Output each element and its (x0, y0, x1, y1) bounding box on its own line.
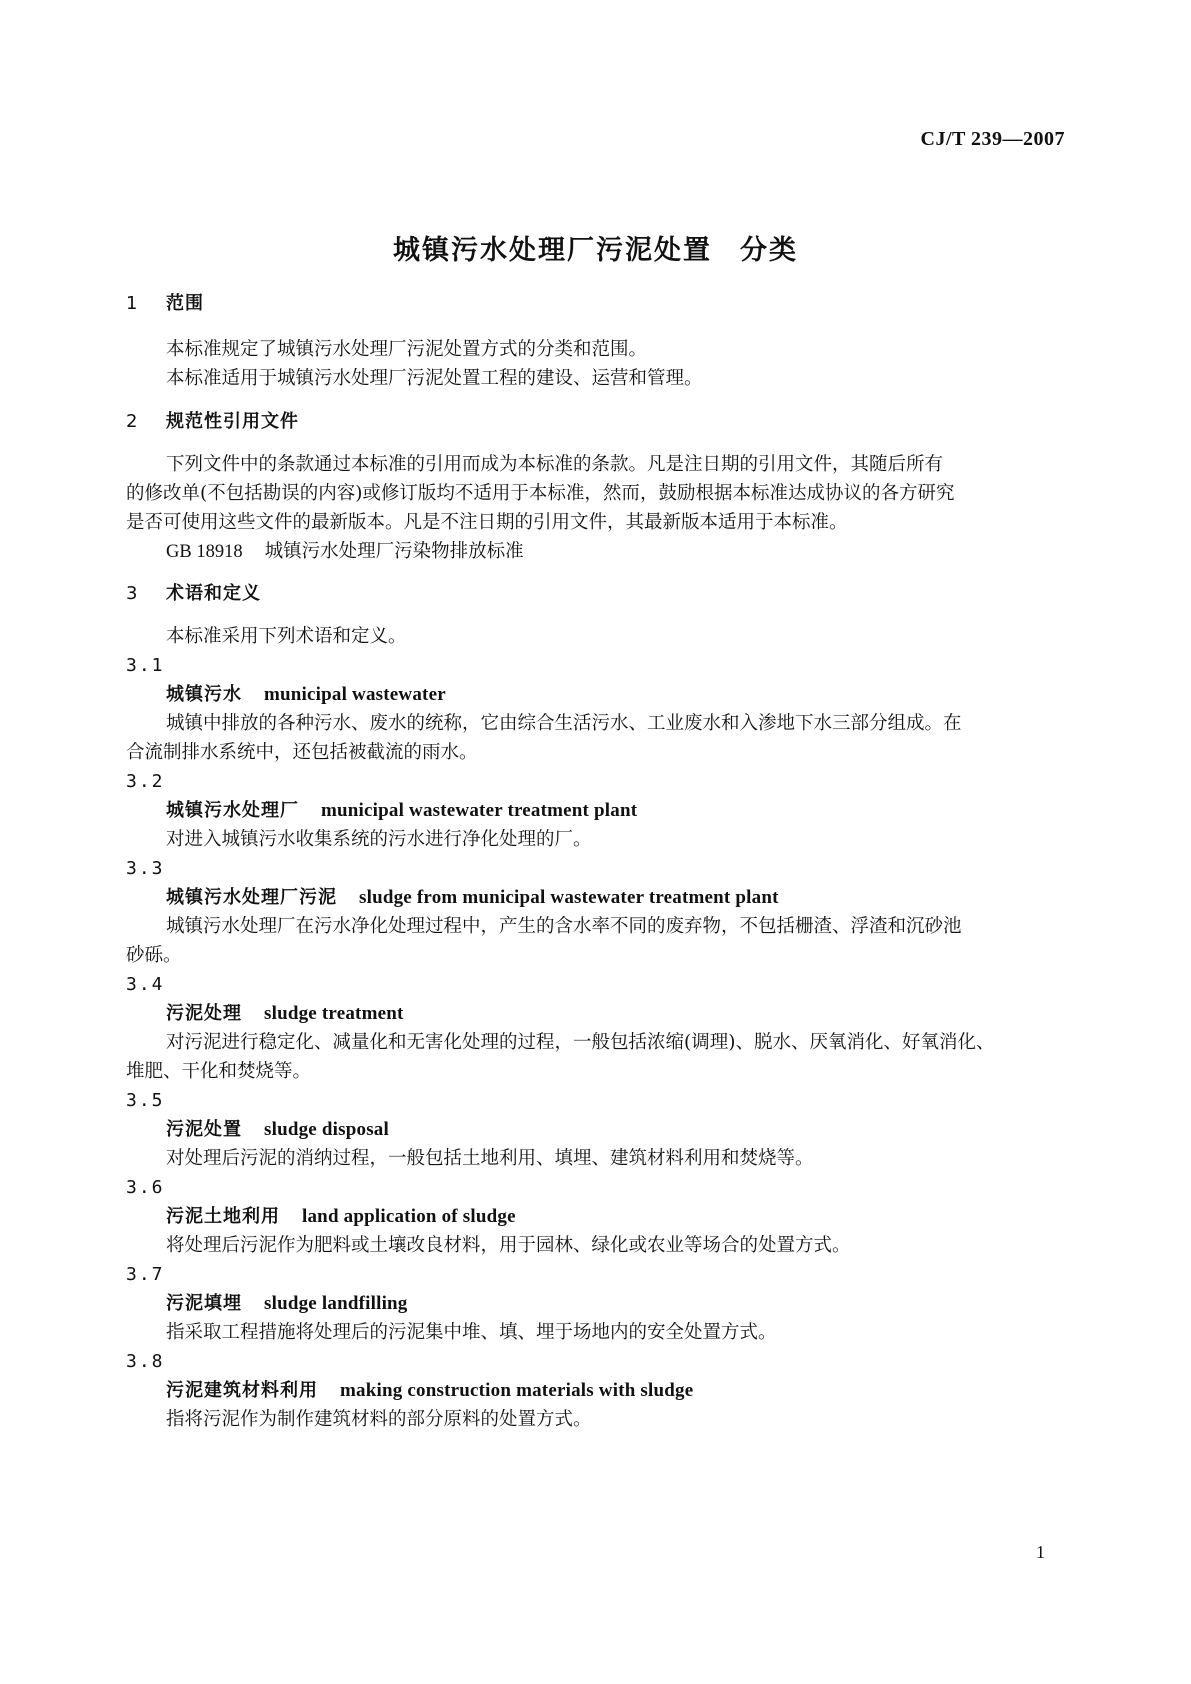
term-definition: 指将污泥作为制作建筑材料的部分原料的处置方式。 (166, 1409, 592, 1430)
term-heading (166, 1002, 404, 1026)
term-chinese: 城镇污水处理厂 (166, 800, 299, 821)
paragraph: 本标准规定了城镇污水处理厂污泥处置方式的分类和范围。 (166, 339, 648, 360)
term-definition: 指采取工程措施将处理后的污泥集中堆、填、埋于场地内的安全处置方式。 (166, 1322, 777, 1343)
paragraph: 的修改单(不包括勘误的内容)或修订版均不适用于本标准，然而，鼓励根据本标准达成协议的各方研究 (126, 483, 955, 504)
document-title (0, 228, 1191, 267)
reference-title: 城镇污水处理厂污染物排放标准 (264, 541, 524, 562)
term-heading (166, 1292, 408, 1316)
term-english: making construction materials with sludge (340, 1380, 694, 1401)
term-chinese: 污泥建筑材料利用 (166, 1380, 318, 1401)
term-chinese: 污泥土地利用 (166, 1206, 280, 1227)
term-english: sludge landfilling (264, 1293, 408, 1314)
section-number: 1 (126, 293, 139, 314)
term-definition: 城镇中排放的各种污水、废水的统称，它由综合生活污水、工业废水和入渗地下水三部分组成。在 (166, 713, 962, 734)
term-number: 3.8 (126, 1351, 165, 1372)
term-chinese: 污泥处理 (166, 1003, 242, 1024)
term-definition: 对进入城镇污水收集系统的污水进行净化处理的厂。 (166, 829, 592, 850)
term-english: sludge disposal (264, 1119, 389, 1140)
paragraph: 是否可使用这些文件的最新版本。凡是不注日期的引用文件，其最新版本适用于本标准。 (126, 512, 848, 533)
term-chinese: 污泥填埋 (166, 1293, 242, 1314)
term-heading (166, 1118, 389, 1142)
term-number: 3.2 (126, 771, 165, 792)
term-number: 3.4 (126, 974, 165, 995)
paragraph: 下列文件中的条款通过本标准的引用而成为本标准的条款。凡是注日期的引用文件，其随后所有 (166, 454, 944, 475)
term-heading (166, 886, 779, 910)
term-number: 3.6 (126, 1177, 165, 1198)
term-chinese: 污泥处置 (166, 1119, 242, 1140)
section-number: 2 (126, 411, 139, 432)
section-title: 规范性引用文件 (166, 411, 299, 432)
term-number: 3.3 (126, 858, 165, 879)
term-chinese: 城镇污水 (166, 684, 242, 705)
term-definition: 堆肥、干化和焚烧等。 (126, 1061, 312, 1082)
term-definition: 对处理后污泥的消纳过程，一般包括土地利用、填埋、建筑材料利用和焚烧等。 (166, 1148, 814, 1169)
term-heading (166, 683, 446, 707)
paragraph: 本标准采用下列术语和定义。 (166, 626, 407, 647)
term-english: land application of sludge (302, 1206, 516, 1227)
term-english: sludge from municipal wastewater treatment plant (359, 887, 779, 908)
term-definition: 合流制排水系统中，还包括被截流的雨水。 (126, 742, 478, 763)
term-definition: 砂砾。 (126, 945, 182, 966)
section-title: 范围 (166, 293, 204, 314)
term-heading (166, 1379, 693, 1403)
title-sub: 分类 (740, 235, 798, 266)
term-english: municipal wastewater (264, 684, 446, 705)
title-main: 城镇污水处理厂污泥处置 (393, 235, 712, 266)
term-heading (166, 799, 637, 823)
reference-entry (166, 540, 524, 564)
term-english: sludge treatment (264, 1003, 404, 1024)
reference-code: GB 18918 (166, 542, 243, 562)
paragraph: 本标准适用于城镇污水处理厂污泥处置工程的建设、运营和管理。 (166, 368, 703, 389)
section-3-heading (126, 582, 261, 606)
term-definition: 将处理后污泥作为肥料或土壤改良材料，用于园林、绿化或农业等场合的处置方式。 (166, 1235, 851, 1256)
term-chinese: 城镇污水处理厂污泥 (166, 887, 337, 908)
section-number: 3 (126, 583, 139, 604)
term-definition: 城镇污水处理厂在污水净化处理过程中，产生的含水率不同的废弃物，不包括栅渣、浮渣和沉砂池 (166, 916, 962, 937)
section-1-heading (126, 292, 204, 316)
standard-code: CJ/T 239—2007 (920, 128, 1065, 150)
term-number: 3.1 (126, 655, 165, 676)
section-2-heading (126, 410, 299, 434)
term-number: 3.7 (126, 1264, 165, 1285)
section-title: 术语和定义 (166, 583, 261, 604)
term-definition: 对污泥进行稳定化、减量化和无害化处理的过程，一般包括浓缩(调理)、脱水、厌氧消化、好氧消化、 (166, 1032, 995, 1053)
term-number: 3.5 (126, 1090, 165, 1111)
page-number: 1 (1036, 1542, 1045, 1562)
term-heading (166, 1205, 516, 1229)
term-english: municipal wastewater treatment plant (321, 800, 638, 821)
